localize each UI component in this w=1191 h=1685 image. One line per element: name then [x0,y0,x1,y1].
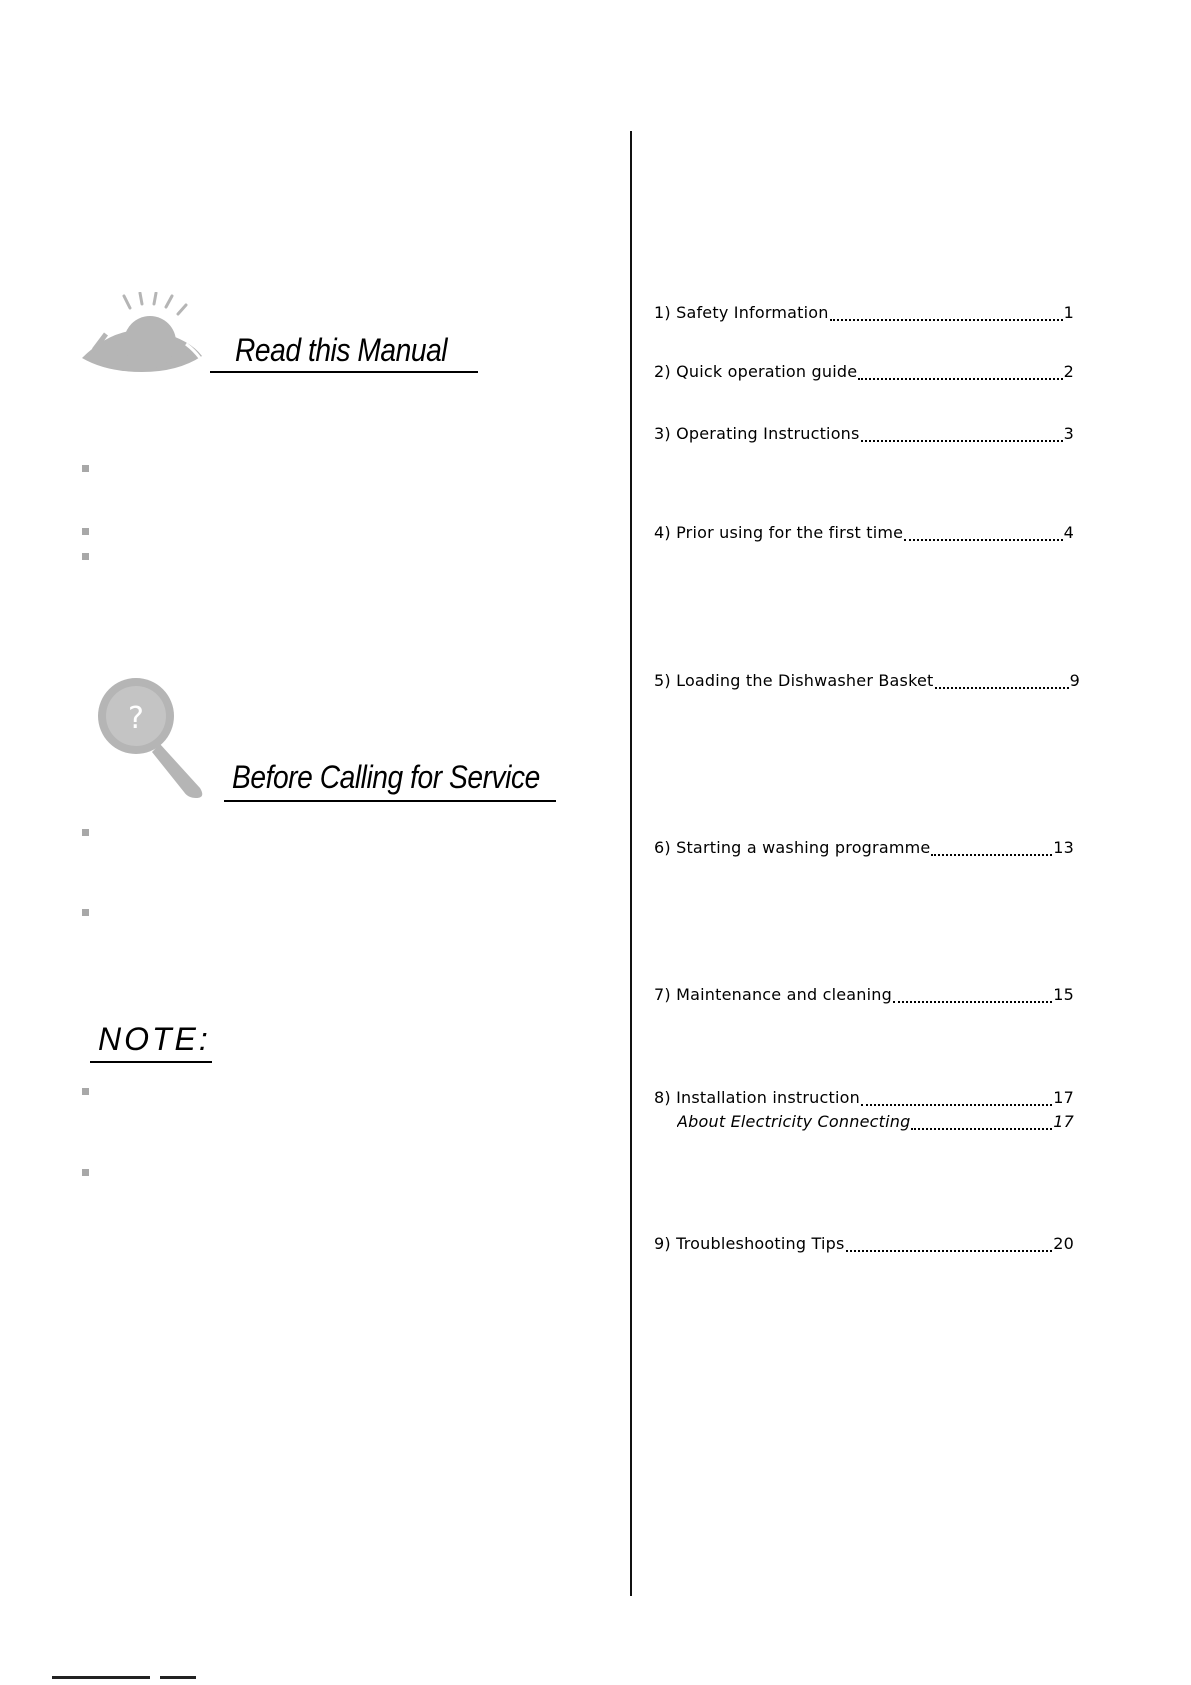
bullet-marker [82,829,89,836]
toc-item-electricity[interactable] [677,1112,1074,1138]
toc-item-page: 20 [1053,1234,1074,1253]
before-service-underline [224,800,556,802]
eye-icon [78,292,208,376]
toc-item-page: 17 [1053,1112,1074,1131]
toc-item-label: 7) Maintenance and cleaning [654,985,892,1004]
toc-leader-dots [846,1236,1053,1252]
toc-item-troubleshooting[interactable] [654,1234,1074,1260]
toc-item-label: 4) Prior using for the first time [654,523,904,542]
toc-item-installation[interactable] [654,1088,1074,1114]
bullet-marker [82,1169,89,1176]
toc-item-page: 13 [1053,838,1074,857]
toc-item-quick-guide[interactable] [654,362,1074,388]
toc-item-loading[interactable] [654,671,1080,697]
toc-item-label: 8) Installation instruction [654,1088,860,1107]
bullet-marker [82,909,89,916]
toc-item-operating[interactable] [654,424,1074,450]
toc-item-label: 5) Loading the Dishwasher Basket [654,671,934,690]
read-manual-heading: Read this Manual [235,332,448,368]
footer-scan-marks [20,1676,250,1679]
toc-leader-dots [830,305,1063,321]
column-divider [630,131,632,1596]
toc-item-page: 9 [1069,671,1080,690]
toc-item-maintenance[interactable] [654,985,1074,1011]
toc-item-page: 4 [1063,523,1074,542]
toc-item-label: 6) Starting a washing programme [654,838,931,857]
toc-leader-dots [911,1114,1052,1130]
toc-item-label: 3) Operating Instructions [654,424,860,443]
toc-leader-dots [861,426,1063,442]
toc-item-label: About Electricity Connecting [677,1112,911,1131]
toc-item-label: 2) Quick operation guide [654,362,858,381]
toc-leader-dots [893,987,1052,1003]
toc-item-label: 9) Troubleshooting Tips [654,1234,845,1253]
toc-item-page: 1 [1063,303,1074,322]
bullet-marker [82,465,89,472]
bullet-marker [82,528,89,535]
toc-item-page: 2 [1063,362,1074,381]
magnifier-icon [96,676,212,802]
svg-text:?: ? [128,701,144,736]
toc-item-safety[interactable] [654,303,1074,329]
toc-leader-dots [935,673,1069,689]
note-heading: NOTE: [98,1021,211,1057]
toc-leader-dots [861,1090,1052,1106]
toc-leader-dots [858,364,1062,380]
toc-leader-dots [931,840,1052,856]
toc-leader-dots [904,525,1062,541]
toc-item-washing[interactable] [654,838,1074,864]
toc-item-page: 15 [1053,985,1074,1004]
toc-item-first-use[interactable] [654,523,1074,549]
bullet-marker [82,1088,89,1095]
toc-item-page: 17 [1053,1088,1074,1107]
bullet-marker [82,553,89,560]
note-underline [90,1061,212,1063]
toc-item-page: 3 [1063,424,1074,443]
read-manual-underline [210,371,478,373]
toc-item-label: 1) Safety Information [654,303,829,322]
before-service-heading: Before Calling for Service [232,759,540,795]
